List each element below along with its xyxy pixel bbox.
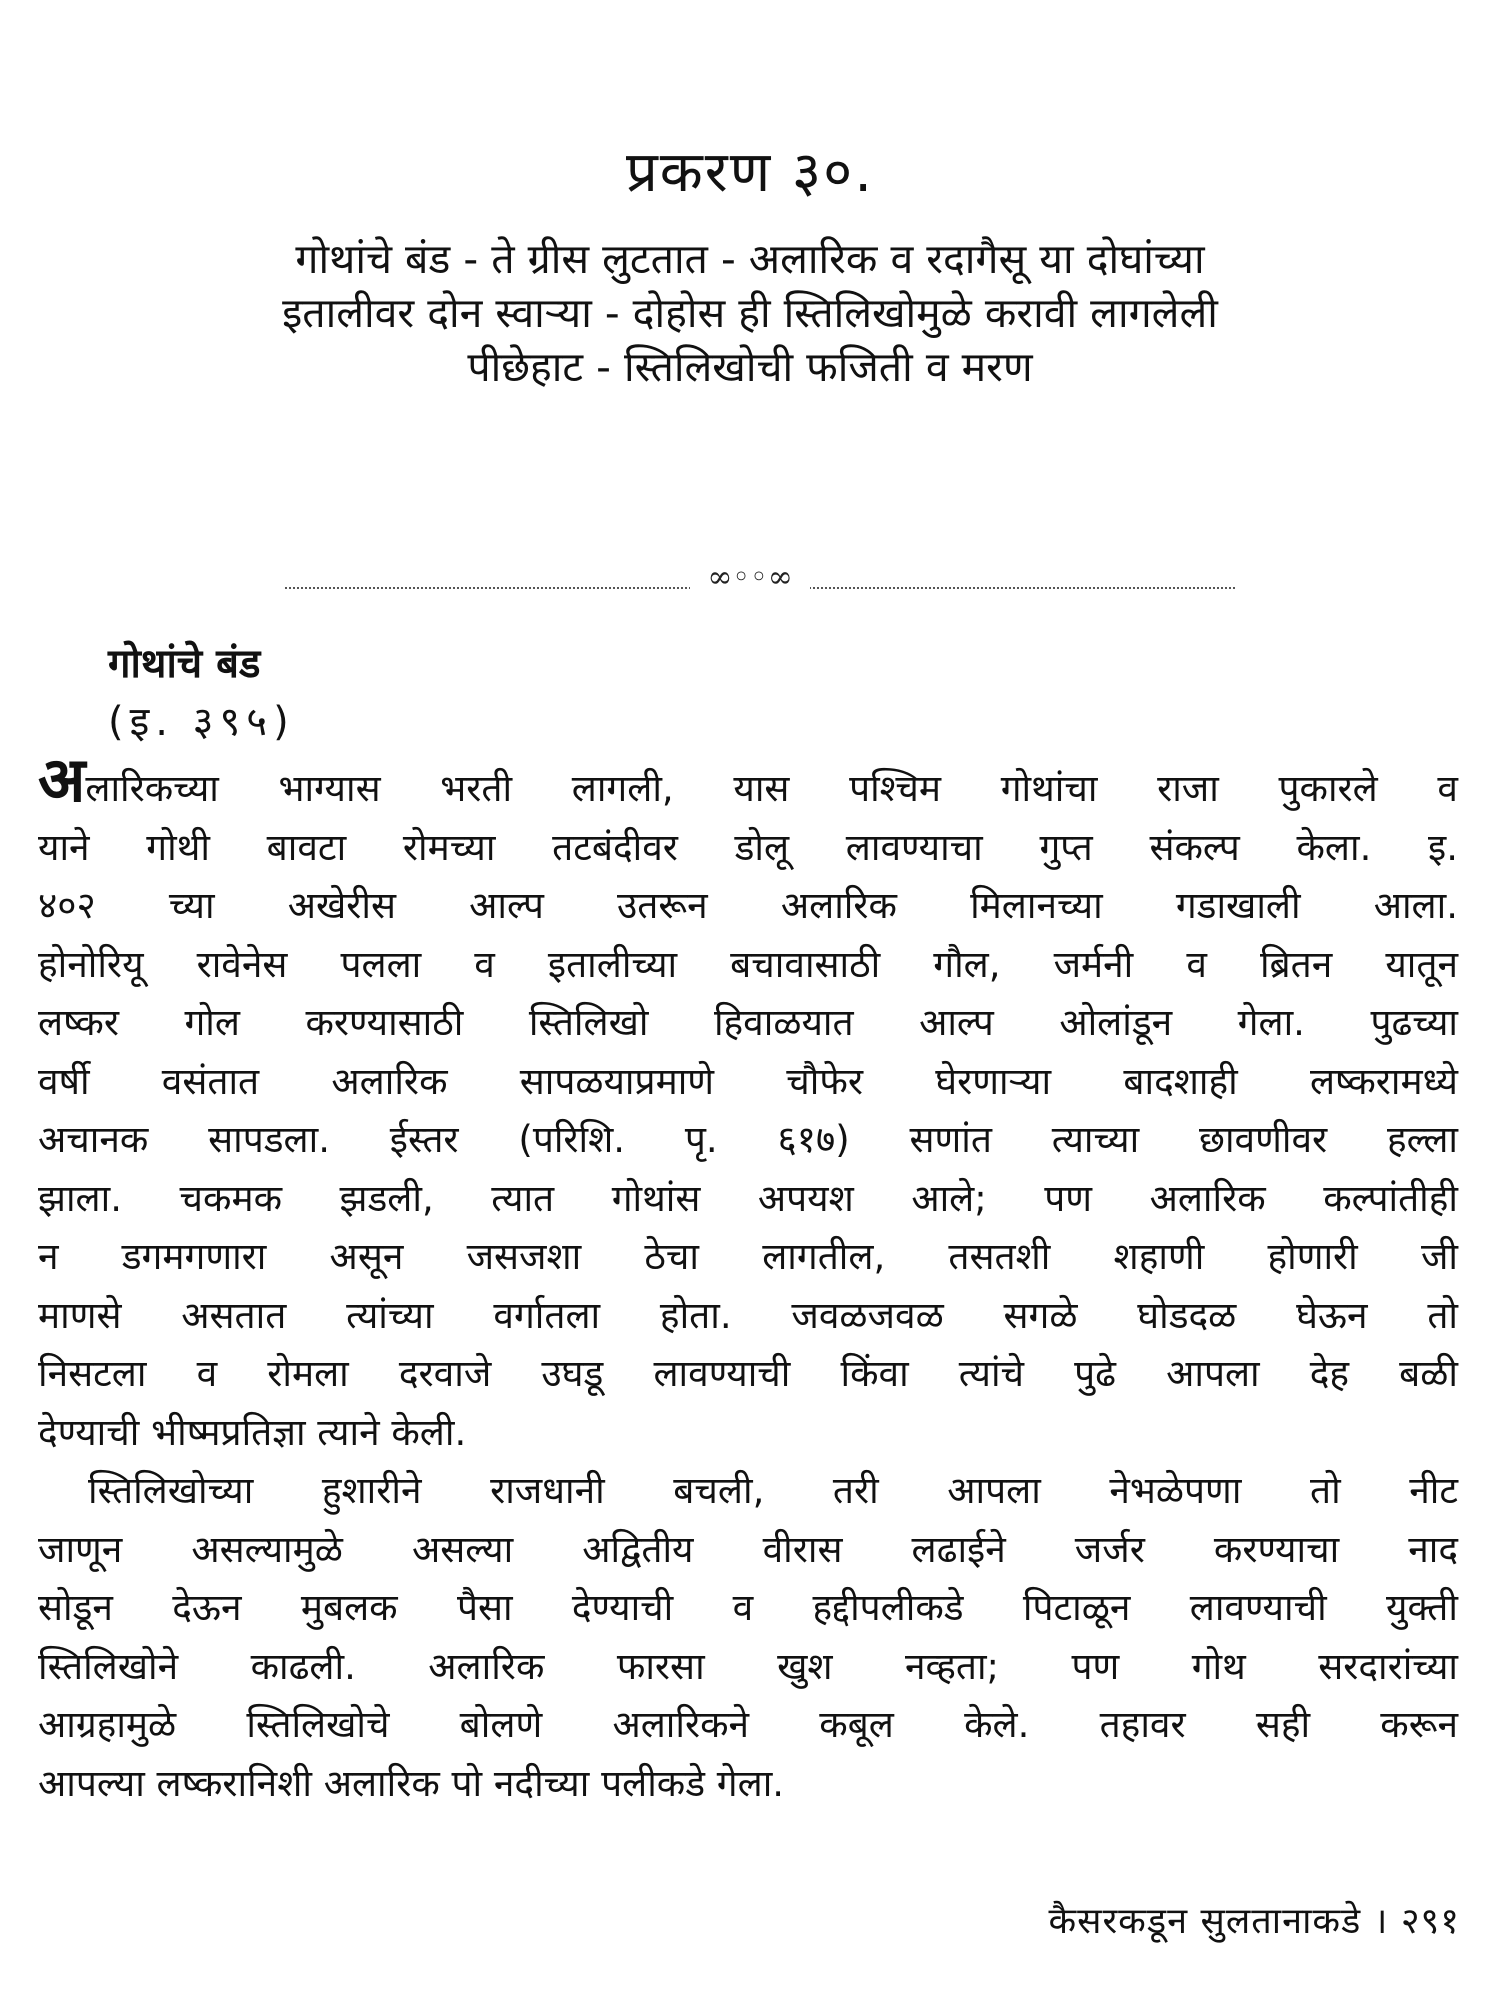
paragraph-line: सोडून देऊन मुबलक पैसा देण्याची व हद्दीपलीकडे पिटाळून लावण्याची युक्ती bbox=[38, 1586, 1458, 1629]
drop-cap: अ bbox=[38, 743, 86, 816]
summary-line: गोथांचे बंड - ते ग्रीस लुटतात - अलारिक व रदागैसू या दोघांच्या bbox=[295, 235, 1205, 283]
paragraph-line: लष्कर गोल करण्यासाठी स्तिलिखो हिवाळयात आल्प ओलांडून गेला. पुढच्या bbox=[38, 1001, 1458, 1044]
paragraph-line: ४०२ च्या अखेरीस आल्प उतरून अलारिक मिलानच्या गडाखाली आला. bbox=[38, 884, 1458, 927]
paragraph-line: निसटला व रोमला दरवाजे उघडू लावण्याची किंवा त्यांचे पुढे आपला देह बळी bbox=[38, 1352, 1458, 1395]
first-line-text: लारिकच्या भाग्यास भरती लागली, यास पश्चिम गोथांचा राजा पुकारले व bbox=[85, 767, 1458, 810]
paragraph-line: न डगमगणारा असून जसजशा ठेचा लागतील, तसतशी शहाणी होणारी जी bbox=[38, 1235, 1458, 1278]
paragraph-line: होनोरियू रावेनेस पलला व इतालीच्या बचावासाठी गौल, जर्मनी व ब्रितन यातून bbox=[38, 942, 1458, 986]
paragraph-line: अचानक सापडला. ईस्तर (परिशि. पृ. ६१७) सणांत त्याच्या छावणीवर हल्ला bbox=[38, 1118, 1458, 1161]
body-text bbox=[38, 743, 1458, 1813]
paragraph-line: झाला. चकमक झडली, त्यात गोथांस अपयश आले; पण अलारिक कल्पांतीही bbox=[38, 1176, 1458, 1220]
paragraph-2 bbox=[38, 1462, 1458, 1813]
paragraph-line: आपल्या लष्करानिशी अलारिक पो नदीच्या पलीकडे गेला. bbox=[38, 1761, 785, 1805]
summary-line: पीछेहाट - स्तिलिखोची फजिती व मरण bbox=[467, 343, 1033, 391]
paragraph-line: वर्षी वसंतात अलारिक सापळयाप्रमाणे चौफेर घेरणाऱ्या बादशाही लष्करामध्ये bbox=[38, 1059, 1458, 1103]
chapter-summary bbox=[100, 232, 1400, 394]
paragraph-line: याने गोथी बावटा रोमच्या तटबंदीवर डोलू लावण्याचा गुप्त संकल्प केला. इ. bbox=[38, 825, 1458, 869]
section-divider bbox=[285, 560, 1235, 600]
paragraph-line: माणसे असतात त्यांच्या वर्गातला होता. जवळजवळ सगळे घोडदळ घेऊन तो bbox=[38, 1293, 1458, 1337]
running-footer: कैसरकडून सुलतानाकडे । २९१ bbox=[1048, 1901, 1460, 1942]
paragraph-line: जाणून असल्यामुळे असल्या अद्वितीय वीरास लढाईने जर्जर करण्याचा नाद bbox=[38, 1527, 1458, 1571]
section-year: (इ. ३९५) bbox=[108, 699, 295, 745]
chapter-title: प्रकरण ३०. bbox=[625, 140, 875, 205]
paragraph-line: स्तिलिखोने काढली. अलारिक फारसा खुश नव्हता; पण गोथ सरदारांच्या bbox=[38, 1644, 1458, 1688]
divider-ornament: ∞◦◦∞ bbox=[690, 560, 810, 596]
paragraph-line: देण्याची भीष्मप्रतिज्ञा त्याने केली. bbox=[38, 1410, 467, 1454]
summary-line: इतालीवर दोन स्वाऱ्या - दोहोस ही स्तिलिखोमुळे करावी लागलेली bbox=[282, 289, 1218, 337]
paragraph-line: आग्रहामुळे स्तिलिखोचे बोलणे अलारिकने कबूल केले. तहावर सही करून bbox=[38, 1703, 1458, 1746]
paragraph-line bbox=[38, 743, 1458, 819]
paragraph-1 bbox=[38, 743, 1458, 1462]
paragraph-line: स्तिलिखोच्या हुशारीने राजधानी बचली, तरी आपला नेभळेपणा तो नीट bbox=[88, 1469, 1458, 1512]
section-heading: गोथांचे बंड bbox=[108, 641, 261, 687]
